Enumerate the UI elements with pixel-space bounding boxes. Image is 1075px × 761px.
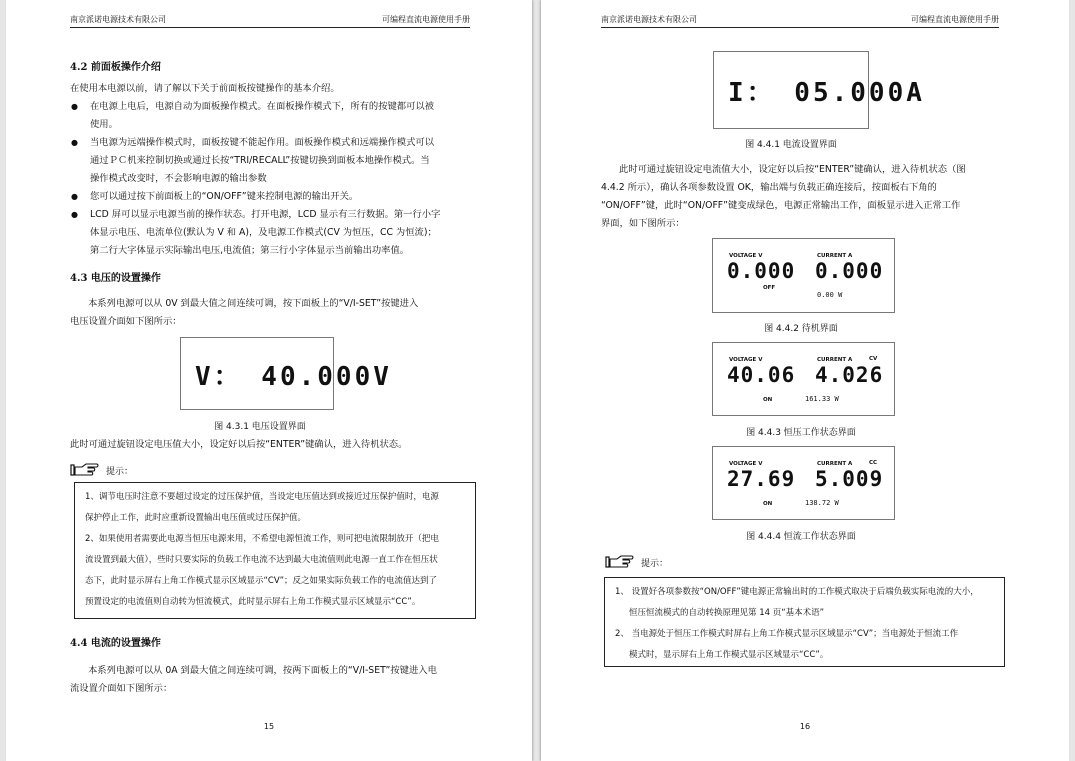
lcd-current-value: 0.000 bbox=[815, 259, 884, 283]
note-1-line: 1、调节电压时注意不要超过设定的过压保护值，当设定电压值达到或接近过压保护值时，电源 bbox=[85, 492, 439, 502]
pointing-hand-icon bbox=[70, 463, 100, 477]
lcd-current-setting bbox=[713, 51, 925, 129]
section-4-3-para2: 此时可通过旋钮设定电压值大小，设定好以后按“ENTER”键确认，进入待机状态。 bbox=[70, 439, 408, 450]
lcd-voltage-readout: V： 40.000V bbox=[195, 362, 392, 392]
lcd-cv-mode bbox=[712, 342, 895, 416]
lcd-power-value: 138.72 W bbox=[805, 499, 839, 507]
figure-4-4-2-caption: 图 4.4.2 待机界面 bbox=[764, 324, 838, 334]
note-2-line: 预置设定的电流值则自动转为恒流模式，此时显示屏右上角工作模式显示区域显示“CC”。 bbox=[85, 597, 421, 607]
section-4-4-title: 4.4 电流的设置操作 bbox=[70, 638, 161, 649]
lcd-output-state: ON bbox=[763, 397, 773, 403]
lcd-cc-mode bbox=[712, 446, 895, 520]
bullet-item: ● LCD 屏可以显示电源当前的操作状态。打开电源，LCD 显示有三行数据。第一行小字 体显示电压、电流单位(默认为 V 和 A)，及电源工作模式(CV 为恒压，CC 为恒流)； 第二行大字体显示实际输出电压,电流值；第三行小字体显示当前输出功率值。 bbox=[70, 206, 480, 260]
page-header bbox=[70, 14, 470, 28]
lcd-voltage-setting bbox=[180, 337, 392, 410]
lcd-voltage-value: 0.000 bbox=[727, 259, 796, 283]
lcd-current-value: 5.009 bbox=[815, 467, 884, 491]
lcd-current-label: CURRENT A bbox=[817, 461, 853, 467]
figure-4-4-1-caption: 图 4.4.1 电流设置界面 bbox=[745, 140, 837, 150]
section-4-2-intro: 在使用本电源以前，请了解以下关于前面板按键操作的基本介绍。 bbox=[70, 83, 340, 94]
tip-heading bbox=[70, 463, 133, 477]
lcd-current-label: CURRENT A bbox=[817, 253, 853, 259]
note-1-line: 1、 设置好各项参数按“ON/OFF”键电源正常输出时的工作模式取决于后端负载实际电流的大小， bbox=[615, 587, 979, 597]
note-1-line: 恒压恒流模式的自动转换原理见第 14 页“基本术语” bbox=[629, 608, 825, 618]
note-2-line: 态下，此时显示屏右上角工作模式显示区域显示“CV”；反之如果实际负载工作的电流值达到了 bbox=[85, 576, 438, 586]
page-header bbox=[601, 14, 999, 28]
tip-heading bbox=[605, 555, 668, 569]
tip-notes-box bbox=[74, 482, 476, 619]
section-4-2-title: 4.2 前面板操作介绍 bbox=[70, 62, 161, 73]
lcd-mode-indicator: CV bbox=[869, 356, 878, 362]
section-4-3-title: 4.3 电压的设置操作 bbox=[70, 273, 161, 284]
note-2-line: 模式时，显示屏右上角工作模式显示区域显示“CC”。 bbox=[629, 650, 829, 660]
bullet-item: ● 当电源为远端操作模式时，面板按键不能起作用。面板操作模式和远端操作模式可以 通过ＰＣ机来控制切换或通过长按“TRI/RECALL”按键切换到面板本地操作模式。当 操作模式改变时，不会影响电源的输出参数 bbox=[70, 134, 480, 188]
bullet-item: ● 在电源上电后，电源自动为面板操作模式。在面板操作模式下，所有的按键都可以被 使用。 bbox=[70, 98, 480, 134]
lcd-output-state: OFF bbox=[763, 285, 776, 291]
figure-4-3-1-caption: 图 4.3.1 电压设置界面 bbox=[214, 422, 306, 432]
header-company: 南京派诺电源技术有限公司 bbox=[70, 15, 166, 24]
header-manual-title: 可编程直流电源使用手册 bbox=[382, 15, 470, 24]
page-number: 16 bbox=[799, 722, 811, 731]
tip-label: 提示： bbox=[106, 466, 134, 477]
figure-4-4-4-caption: 图 4.4.4 恒流工作状态界面 bbox=[746, 532, 856, 542]
section-4-2-bullets bbox=[70, 98, 480, 260]
lcd-voltage-label: VOLTAGE V bbox=[729, 357, 763, 363]
page-number: 15 bbox=[263, 722, 275, 731]
note-2-line: 2、如果使用者需要此电源当恒压电源来用，不希望电源恒流工作，则可把电流限制放开（把电 bbox=[85, 534, 439, 544]
note-1-line: 保护停止工作，此时应重新设置输出电压值或过压保护值。 bbox=[85, 513, 307, 523]
section-4-3-para: 本系列电源可以从 0V 到最大值之间连续可调，按下面板上的“V/I-SET”按键进入 电压设置介面如下图所示： bbox=[70, 298, 419, 327]
lcd-voltage-label: VOLTAGE V bbox=[729, 461, 763, 467]
current-setting-para: 此时可通过旋钮设定电流值大小，设定好以后按“ENTER”键确认，进入待机状态（图 4.4.2 所示），确认各项参数设置 OK，输出端与负载正确连接后，按面板右下角的 “ON/OFF”键，此时“ON/OFF”键变成绿色，电源正常输出工作，面板显示进入正常工作 界面，如下图所示： bbox=[601, 164, 966, 229]
lcd-output-state: ON bbox=[763, 501, 773, 507]
lcd-mode-indicator: CC bbox=[869, 460, 878, 466]
lcd-voltage-value: 40.06 bbox=[727, 363, 796, 387]
header-manual-title: 可编程直流电源使用手册 bbox=[911, 15, 999, 24]
pointing-hand-icon bbox=[605, 555, 635, 569]
lcd-voltage-value: 27.69 bbox=[727, 467, 796, 491]
lcd-power-value: 161.33 W bbox=[805, 395, 839, 403]
lcd-power-value: 0.00 W bbox=[817, 291, 843, 299]
lcd-voltage-label: VOLTAGE V bbox=[729, 253, 763, 259]
bullet-item: ● 您可以通过按下前面板上的“ON/OFF”键来控制电源的输出开关。 bbox=[70, 188, 480, 206]
note-2-line: 流设置到最大值），些时只要实际的负载工作电流不达到最大电流值则此电源一直工作在恒压状 bbox=[85, 555, 438, 565]
header-company: 南京派诺电源技术有限公司 bbox=[601, 15, 697, 24]
lcd-current-value: 4.026 bbox=[815, 363, 884, 387]
tip-label: 提示： bbox=[641, 558, 669, 569]
tip-notes-box bbox=[604, 577, 1005, 667]
page-16 bbox=[541, 0, 1069, 761]
page-15 bbox=[6, 0, 532, 761]
note-2-line: 2、 当电源处于恒压工作模式时屏右上角工作模式显示区域显示“CV”；当电源处于恒流工作 bbox=[615, 629, 959, 639]
figure-4-4-3-caption: 图 4.4.3 恒压工作状态界面 bbox=[746, 428, 856, 438]
lcd-current-readout: I： 05.000A bbox=[728, 78, 925, 108]
lcd-standby bbox=[712, 238, 895, 313]
section-4-4-para: 本系列电源可以从 0A 到最大值之间连续可调，按两下面板上的“V/I-SET”按键进入电 流设置介面如下图所示： bbox=[70, 665, 437, 694]
lcd-current-label: CURRENT A bbox=[817, 357, 853, 363]
